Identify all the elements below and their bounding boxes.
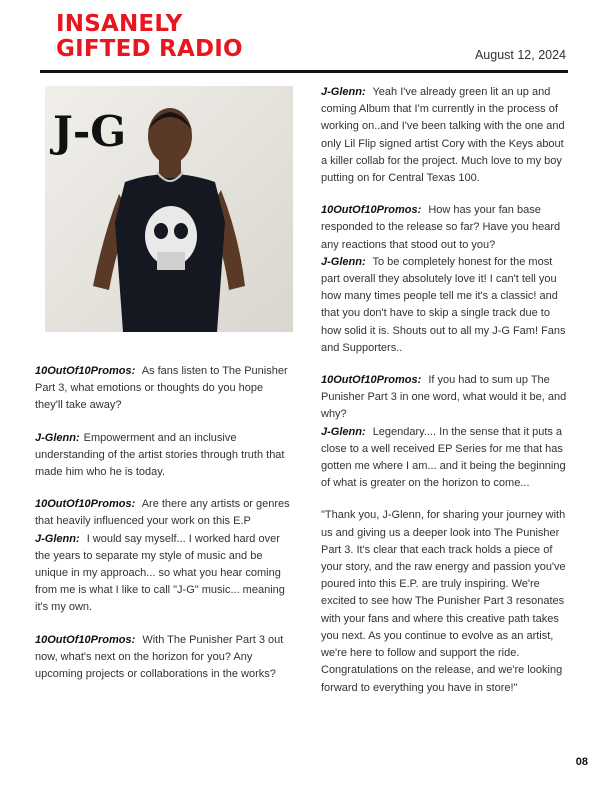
speaker-label: 10OutOf10Promos:	[35, 365, 136, 377]
qa-text: Yeah I've already green lit an up and coming Album that I'm currently in the process of working on..and I've been talking with the one and only Lil Flip signed artist Cory with the Keys about a killer collab for the project. Much love to my boy putting on for Central Texas 100.	[321, 86, 565, 185]
qa-text: To be completely honest for the most part overall they absolutely love it! I can't tell you how many times people tell me it's a classic! and that you don't have to skip a single track due to how solid it is. Shouts out to all my J-G Fam! Fans and Supporters..	[321, 255, 566, 354]
qa-text: If you had to sum up The Punisher Part 3 in one word, what would it be, and why?	[321, 374, 567, 421]
qa-text: Empowerment and an inclusive understanding of the artist stories through truth that made him who he is today.	[35, 431, 285, 479]
qa-text: As fans listen to The Punisher Part 3, what emotions or thoughts do you hope they'll take away?	[35, 365, 288, 412]
qa-text: Are there any artists or genres that heavily influenced your work on this E.P	[35, 498, 290, 528]
qa-block	[35, 496, 291, 530]
closing-statement: "Thank you, J-Glenn, for sharing your journey with us and giving us a deeper look into The Punisher Part 3. It's clear that each track holds a piece of your story, and the raw energy and passion you've poured into this E.P. are truly inspiring. We're excited to see how The Punisher Part 3 resonates with your fans and where this creative path takes you next. As you continue to evolve as an artist, we're here to follow and support the ride. Congratulations on the release, and we're looking forward to everything you have in store!"	[321, 509, 566, 694]
qa-text: With The Punisher Part 3 out now, what's next on the horizon for you? Any upcoming projects or collaborations in the works?	[35, 633, 284, 681]
qa-block	[321, 84, 571, 187]
qa-block	[35, 632, 291, 684]
qa-block	[35, 430, 291, 482]
qa-block	[321, 424, 571, 493]
interview-column-right	[321, 84, 571, 712]
header-rule	[40, 70, 568, 73]
qa-block	[35, 531, 291, 617]
qa-block	[321, 372, 571, 424]
masthead-line-1: INSANELY	[56, 11, 183, 37]
artist-photo-illustration	[45, 86, 293, 332]
masthead-line-2: GIFTED RADIO	[56, 36, 243, 62]
speaker-label: J-Glenn:	[35, 431, 80, 444]
artist-logo: J-G	[53, 107, 127, 156]
qa-block	[321, 254, 571, 357]
interview-column-left	[35, 363, 291, 698]
qa-block	[321, 202, 571, 254]
qa-text: How has your fan base responded to the release so far? Have you heard any reactions that stood out to you?	[321, 204, 561, 251]
speaker-label: J-Glenn:	[321, 86, 366, 98]
issue-date: August 12, 2024	[474, 48, 566, 62]
speaker-label: 10OutOf10Promos:	[321, 204, 422, 217]
speaker-label: 10OutOf10Promos:	[35, 498, 136, 511]
artist-photo	[45, 86, 293, 332]
masthead	[56, 12, 296, 62]
speaker-label: 10OutOf10Promos:	[35, 633, 136, 646]
speaker-label: 10OutOf10Promos:	[321, 374, 422, 387]
qa-text: I would say myself... I worked hard over the years to separate my style of music and be unique in my approach... so what you hear coming from me is what I like to call "J-G" music... meaning it's my own.	[35, 532, 285, 614]
page-number: 08	[575, 756, 588, 768]
qa-text: Legendary.... In the sense that it puts a close to a well received EP Series for me that has gotten me where I am... and it being the beginning of what is greater on the horizon to come...	[321, 425, 566, 490]
speaker-label: J-Glenn:	[321, 255, 366, 268]
qa-block	[35, 363, 291, 415]
speaker-label: J-Glenn:	[35, 532, 80, 545]
speaker-label: J-Glenn:	[321, 425, 366, 438]
